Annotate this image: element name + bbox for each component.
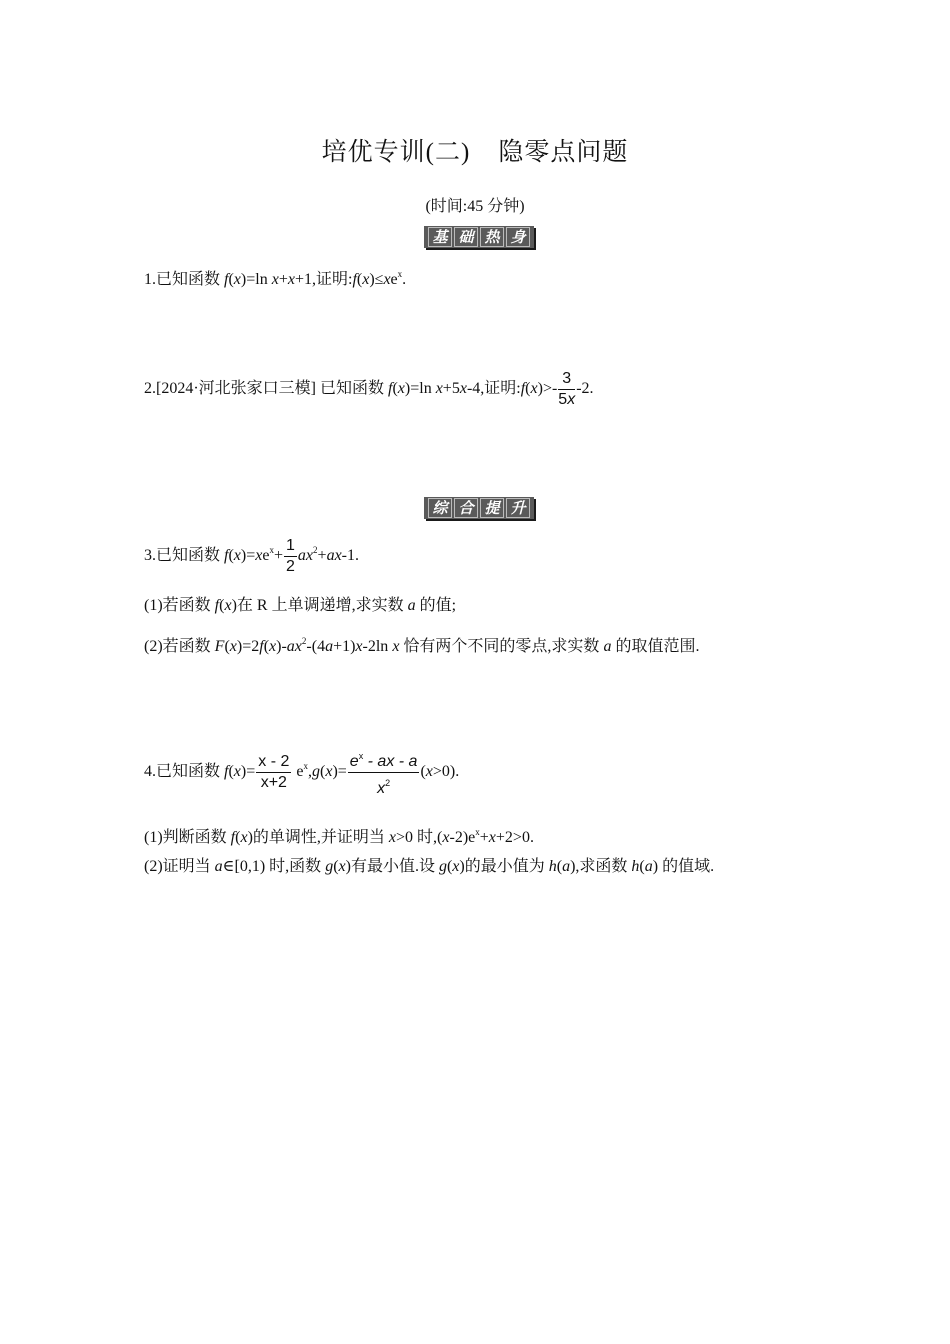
badge-char: 升	[506, 498, 530, 518]
section-badge-advanced	[424, 497, 534, 519]
question-4: 4.已知函数 f(x)= $\frac{x - 2}{x+2}$ $e^x,g(x)=$ $\frac{e^x - ax - a}{x^2}$ (x>0).	[144, 746, 459, 799]
title-main: 培优专训(二)	[321, 139, 471, 166]
fraction: $\frac{x - 2}{x+2}$	[258, 753, 290, 791]
question-3: 3.已知函数 $f(x)=xe^x+$ $\frac{1}{2}$ $ax^2+ax-1$.	[144, 537, 359, 575]
question-3-part-2: (2)若函数 $F(x)=2f(x)-ax^2-(4a+1)x-2\ln$ x 恰有两个不同的零点,求实数 a 的取值范围.	[144, 636, 700, 655]
badge-char: 身	[506, 227, 530, 247]
section-badge-basic	[424, 226, 534, 248]
question-2: 2.[2024·河北张家口三模] 已知函数 f(x)=ln x+5x-4,证明:f(x)>- $\frac{3}{5x}$ -2.	[144, 370, 594, 408]
time-limit: (时间:45 分钟)	[425, 198, 525, 215]
question-4-part-2: (2)证明当 a∈[0,1) 时,函数 g(x)有最小值.设 g(x)的最小值为 h(a),求函数 h(a) 的值域.	[144, 858, 715, 875]
badge-char: 热	[480, 227, 504, 247]
fraction: $\frac{1}{2}$	[286, 537, 295, 575]
badge-char: 基	[428, 227, 452, 247]
title-sub: 隐零点问题	[498, 139, 629, 166]
question-3-part-1: (1)若函数 f(x)在 R 上单调递增,求实数 a 的值;	[144, 597, 457, 614]
fraction: $\frac{e^x - ax - a}{x^2}$	[348, 746, 420, 799]
question-1: 1.已知函数 f(x)=ln x+x+1,证明$:f(x)\le xe^x$.	[144, 269, 407, 288]
fraction: $\frac{3}{5x}$	[558, 370, 576, 408]
question-4-part-1: (1)判断函数 f(x)的单调性,并证明当 x>0 时$,(x-2)e^x+x+2>0$.	[144, 827, 534, 846]
page-title	[0, 132, 950, 168]
badge-char: 提	[480, 498, 504, 518]
badge-char: 综	[428, 498, 452, 518]
badge-char: 础	[454, 227, 478, 247]
badge-char: 合	[454, 498, 478, 518]
